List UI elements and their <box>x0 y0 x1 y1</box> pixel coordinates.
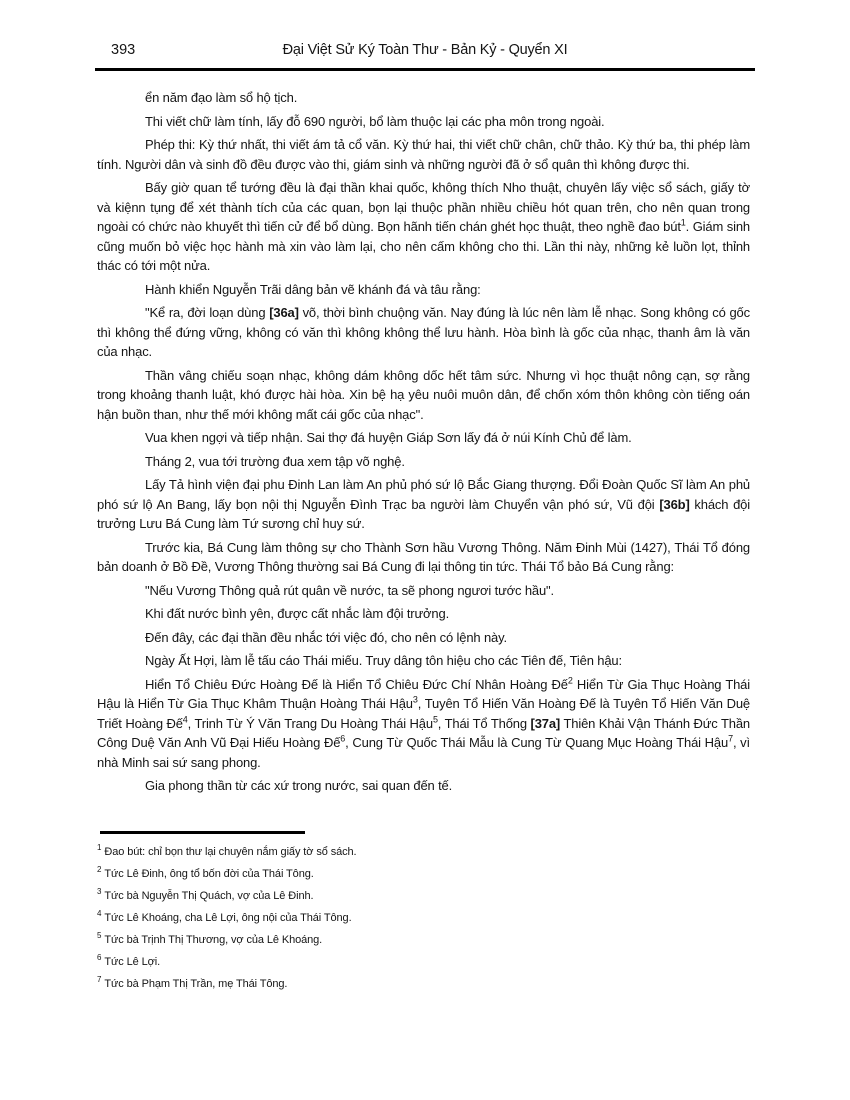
text-segment: Hiển Tổ Chiêu Đức Hoàng Đế là Hiển Tổ Chiêu Đức Chí Nhân Hoàng Đế <box>145 676 568 692</box>
footnote-text: Tức Lê Lợi. <box>104 956 161 968</box>
paragraph <box>97 651 750 671</box>
text-segment: , Thái Tổ Thống <box>437 715 531 731</box>
text-segment: , Trinh Từ Ý Văn Trang Du Hoàng Thái Hậu <box>187 715 433 731</box>
text-segment: . Giám sinh cũng muốn bỏ việc học hành mà xin vào làm lại, cho nên cấm không cho thi. Lần thi này, những kẻ luồn lọt, thỉnh thác có tới một nửa. <box>97 219 750 273</box>
paragraph <box>97 538 750 577</box>
footnote-number: 3 <box>97 887 102 897</box>
footnote-number: 1 <box>97 843 102 853</box>
paragraph <box>97 776 750 796</box>
page-number: 393 <box>111 42 136 58</box>
text-segment: Lấy Tả hình viện đại phu Đinh Lan làm An phủ phó sứ lộ Bắc Giang thượng. Đổi Đoàn Quốc Sĩ làm An phủ phó sứ lộ An Bang, lấy bọn nội thị Nguyễn Đình Trạc ba người làm Chuyển vận phó sứ, Vũ đội <box>97 477 750 512</box>
folio-marker: [37a] <box>530 715 561 731</box>
paragraph <box>97 112 750 132</box>
paragraph <box>97 178 750 276</box>
paragraph <box>97 428 750 448</box>
document-body <box>97 88 750 800</box>
text-segment: , Tuyên Tổ Hiến Văn Hoàng Đế là Tuyên Tổ Hiến Văn Duệ Triết Hoàng Đế <box>97 696 750 731</box>
paragraph <box>97 135 750 174</box>
paragraph <box>97 303 750 362</box>
text-segment: Thi viết chữ làm tính, lấy đỗ 690 người, bổ làm thuộc lại các pha môn trong ngoài. <box>145 113 605 129</box>
text-segment: "Kể ra, đời loạn dùng <box>145 305 270 320</box>
text-segment: ển năm đạo làm sổ hộ tịch. <box>145 90 298 105</box>
folio-marker: [36a] <box>269 305 299 320</box>
footnote-text: Tức bà Nguyễn Thị Quách, vợ của Lê Đinh. <box>104 890 314 902</box>
text-segment: Đến đây, các đại thần đều nhắc tới việc đó, cho nên có lệnh này. <box>145 629 507 645</box>
text-segment: Ngày Ất Hợi, làm lễ tấu cáo Thái miếu. Truy dâng tôn hiệu cho các Tiên đế, Tiên hậu: <box>145 653 622 668</box>
text-segment: , vì nhà Minh sai sứ sang phong. <box>97 735 750 770</box>
text-segment: khách đội trưởng Lưu Bá Cung làm Tứ sương chỉ huy sứ. <box>97 496 751 531</box>
footnote-reference: 4 <box>182 714 188 725</box>
paragraph <box>97 280 750 300</box>
text-segment: Hiển Từ Gia Thục Hoàng Thái Hậu là Hiển Từ Gia Thục Khâm Thuận Hoàng Thái Hậu <box>97 676 751 711</box>
footnote-text: Đao bút: chỉ bọn thư lại chuyên nắm giấy tờ sổ sách. <box>104 846 357 858</box>
text-segment: Gia phong thần từ các xứ trong nước, sai quan đến tế. <box>145 778 453 793</box>
text-segment: Phép thi: Kỳ thứ nhất, thi viết ám tả cổ văn. Kỳ thứ hai, thi viết chữ chân, chữ thảo. Kỳ thứ ba, thi phép làm tính. Người dân và sinh đồ đều được vào thi, giám sinh và những người đã ở sổ quân thì không được thi. <box>97 137 750 172</box>
footnote-text: Tức Lê Khoáng, cha Lê Lợi, ông nội của Thái Tông. <box>104 912 352 924</box>
footnote-reference: 7 <box>728 733 733 744</box>
footnote-reference: 2 <box>567 675 573 686</box>
text-segment: "Nếu Vương Thông quả rút quân về nước, ta sẽ phong ngươi tước hầu". <box>145 582 554 598</box>
text-segment: Khi đất nước bình yên, được cất nhắc làm đội trưởng. <box>145 606 450 621</box>
footnote-reference: 6 <box>340 733 346 744</box>
paragraph <box>97 366 750 425</box>
footnote <box>97 887 750 903</box>
paragraph <box>97 604 750 624</box>
text-segment: Thiên Khải Vận Thánh Đức Thần Công Duệ Văn Anh Vũ Đại Hiếu Hoàng Đế <box>97 715 750 750</box>
text-segment: Bấy giờ quan tể tướng đều là đại thần khai quốc, không thích Nho thuật, chuyên lấy việc sổ sách, giấy tờ và kiệnn tụng để xét thành tích của các quan, bọn lại thuộc phần nhiều chiều hót quan trên, cho nên quan trong ngoài có chức nào khuyết thì tiến cử để bổ dùng. Bọn hãnh tiến chán ghét học thuật, theo nghề đao bút <box>97 180 750 234</box>
text-segment: võ, thời bình chuộng văn. Nay đúng là lúc nên làm lễ nhạc. Song không có gốc thì không thể đứng vững, không có văn thì không không thể lưu hành. Hòa bình là gốc của nhạc, thanh âm là văn của nhạc. <box>97 305 750 359</box>
footnote-reference: 3 <box>412 694 418 705</box>
footnote-text: Tức bà Phạm Thị Trần, mẹ Thái Tông. <box>104 978 288 990</box>
page-header <box>97 42 753 62</box>
header-rule <box>95 68 755 71</box>
paragraph <box>97 452 750 472</box>
footnote-text: Tức Lê Đinh, ông tổ bốn đời của Thái Tông. <box>104 868 314 880</box>
text-segment: Thần vâng chiếu soạn nhạc, không dám không dốc hết tâm sức. Nhưng vì học thuật nông cạn, sợ rằng trong khoảng thanh luật, khó được hài hòa. Xin bệ hạ yêu nuôi muôn dân, để chốn xóm thôn không còn tiếng oán hận buồn than, như thế mới không mất cái gốc của nhạc". <box>97 367 750 422</box>
paragraph <box>97 581 750 601</box>
text-segment: Tháng 2, vua tới trường đua xem tập võ nghệ. <box>145 453 405 469</box>
footnotes <box>97 843 750 1000</box>
footnote-number: 6 <box>97 953 102 963</box>
footnote-number: 5 <box>97 931 102 941</box>
text-segment: Vua khen ngợi và tiếp nhận. Sai thợ đá huyện Giáp Sơn lấy đá ở núi Kính Chủ để làm. <box>145 430 632 445</box>
footnote-number: 7 <box>97 975 102 985</box>
folio-marker: [36b] <box>659 496 690 512</box>
footnote-reference: 1 <box>680 217 686 228</box>
paragraph <box>97 628 750 648</box>
footnote <box>97 865 750 881</box>
footnote <box>97 909 750 925</box>
footnote <box>97 953 750 969</box>
paragraph <box>97 88 750 108</box>
footnote-number: 4 <box>97 909 102 919</box>
document-title: Đại Việt Sử Ký Toàn Thư - Bản Kỷ - Quyển XI <box>282 42 568 58</box>
paragraph <box>97 675 750 773</box>
footnote-text: Tức bà Trịnh Thị Thương, vợ của Lê Khoáng. <box>104 934 323 946</box>
paragraph <box>97 475 750 534</box>
text-segment: Trước kia, Bá Cung làm thông sự cho Thành Sơn hầu Vương Thông. Năm Đinh Mùi (1427), Thái Tổ đóng bản doanh ở Bồ Đề, Vương Thông thường sai Bá Cung đi lại thông tin tức. Thái Tổ bảo Bá Cung rằng: <box>97 539 750 574</box>
footnote <box>97 843 750 859</box>
footnote <box>97 931 750 947</box>
text-segment: , Cung Từ Quốc Thái Mẫu là Cung Từ Quang Mục Hoàng Thái Hậu <box>345 735 729 750</box>
footnote-separator <box>100 831 305 834</box>
text-segment: Hành khiển Nguyễn Trãi dâng bản vẽ khánh đá và tâu rằng: <box>145 281 481 297</box>
footnote-reference: 5 <box>432 714 438 725</box>
footnote <box>97 975 750 991</box>
footnote-number: 2 <box>97 865 102 875</box>
